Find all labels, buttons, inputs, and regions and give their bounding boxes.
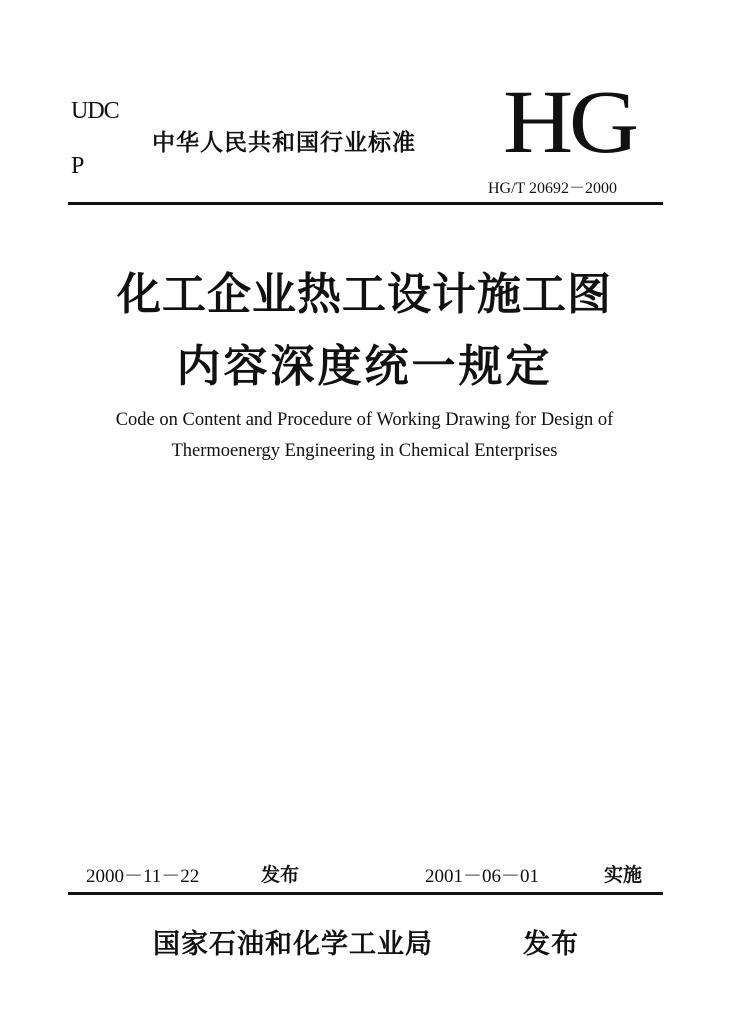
implement-date: 2001－06－01 <box>425 866 540 887</box>
standard-number: HG/T 20692－2000 <box>488 180 618 197</box>
document-title-line-2: 内容深度统一规定 <box>176 341 553 392</box>
standard-type: 中华人民共和国行业标准 <box>152 130 416 156</box>
issue-label: 发布 <box>261 864 300 886</box>
implement-label: 实施 <box>604 864 643 886</box>
english-title-line-1: Code on Content and Procedure of Working Drawing for Design of <box>115 410 614 430</box>
issue-date: 2000－11－22 <box>86 866 200 887</box>
english-title-line-2: Thermoenergy Engineering in Chemical Enterprises <box>171 441 558 461</box>
hg-logo: HG <box>503 73 635 172</box>
publisher-name: 国家石油和化学工业局 <box>153 929 433 960</box>
document-title-line-1: 化工企业热工设计施工图 <box>117 269 612 320</box>
publish-label: 发布 <box>523 929 579 960</box>
header-divider <box>68 202 663 205</box>
udc-label: UDC <box>71 98 119 124</box>
footer-divider <box>68 892 663 895</box>
classification-code: P <box>71 153 85 179</box>
